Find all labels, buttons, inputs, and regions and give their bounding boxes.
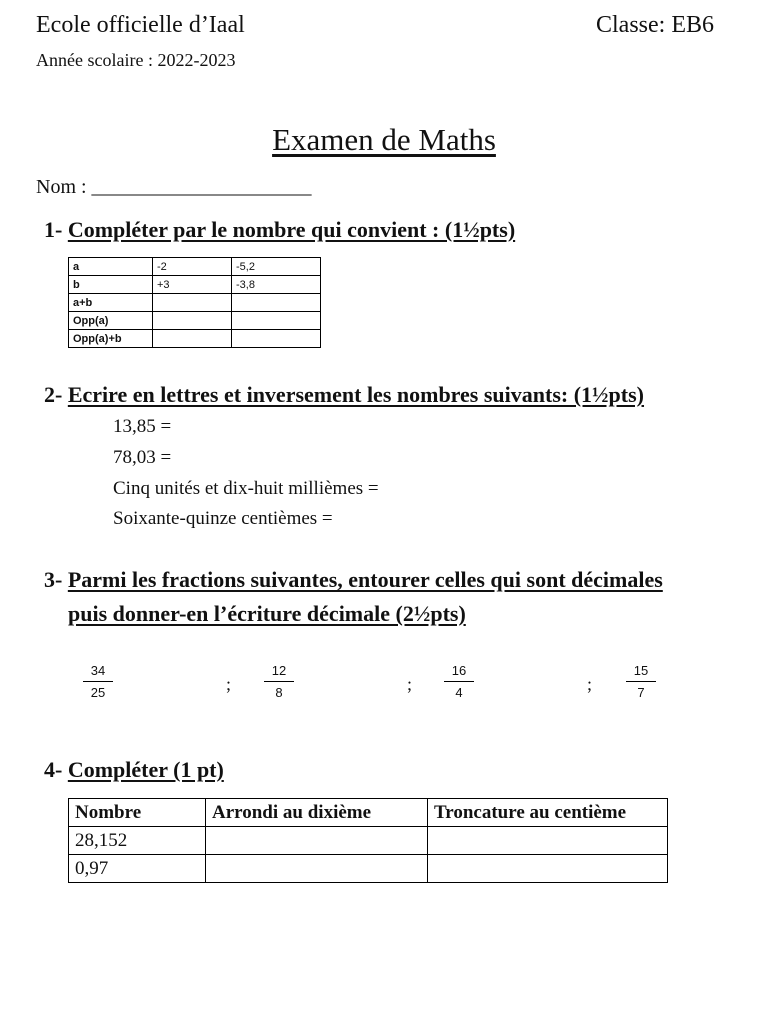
table-row (69, 827, 668, 855)
fraction-1[interactable] (83, 664, 113, 700)
table-cell: b (69, 276, 153, 294)
table-cell: a (69, 258, 153, 276)
q2-line-4: Soixante-quinze centièmes = (113, 508, 333, 529)
table-row (69, 294, 321, 312)
fraction-numerator: 34 (83, 664, 113, 682)
fraction-denominator: 25 (90, 685, 106, 700)
question-4-number: 4- (44, 757, 63, 782)
fraction-3[interactable] (444, 664, 474, 700)
question-3-number: 3- (44, 567, 63, 592)
table-header-row (69, 799, 668, 827)
answer-cell[interactable] (232, 294, 321, 312)
class-label: Classe: EB6 (596, 12, 714, 38)
fraction-denominator: 8 (275, 685, 283, 700)
answer-cell[interactable] (206, 827, 428, 855)
separator: ; (587, 674, 593, 694)
separator: ; (407, 674, 413, 694)
table-cell: 0,97 (69, 855, 206, 883)
answer-cell[interactable] (232, 330, 321, 348)
separator: ; (226, 674, 232, 694)
question-3-text-line1: Parmi les fractions suivantes, entourer celles qui sont décimales (67, 567, 663, 592)
question-4-heading (44, 757, 224, 783)
question-3-text-line2: puis donner-en l’écriture décimale (2½pts) (68, 601, 466, 626)
table-row (69, 330, 321, 348)
exam-title (0, 122, 768, 158)
column-header: Arrondi au dixième (206, 799, 428, 827)
table-cell: -3,8 (232, 276, 321, 294)
exam-title-text: Examen de Maths (272, 122, 496, 157)
table-row (69, 855, 668, 883)
fraction-4[interactable] (626, 664, 656, 700)
answer-cell[interactable] (206, 855, 428, 883)
name-field: Nom : ______________________ (36, 176, 312, 198)
fraction-2[interactable] (264, 664, 294, 700)
table-cell: Opp(a) (69, 312, 153, 330)
table-cell: 28,152 (69, 827, 206, 855)
table-cell: +3 (153, 276, 232, 294)
fraction-denominator: 4 (455, 685, 463, 700)
q2-line-1: 13,85 = (113, 416, 172, 437)
q2-line-2: 78,03 = (113, 447, 172, 468)
question-2-number: 2- (44, 382, 63, 407)
question-3-heading (44, 567, 663, 593)
table-cell: -5,2 (232, 258, 321, 276)
answer-cell[interactable] (428, 855, 668, 883)
table-cell: -2 (153, 258, 232, 276)
answer-cell[interactable] (153, 330, 232, 348)
fraction-denominator: 7 (637, 685, 645, 700)
table-cell: a+b (69, 294, 153, 312)
question-4-table (68, 798, 668, 883)
question-3-heading-line2 (68, 601, 466, 627)
table-row (69, 276, 321, 294)
question-4-text: Compléter (1 pt) (67, 757, 224, 782)
school-year: Année scolaire : 2022-2023 (36, 50, 236, 70)
table-row (69, 312, 321, 330)
answer-cell[interactable] (232, 312, 321, 330)
fraction-numerator: 15 (626, 664, 656, 682)
q2-line-3: Cinq unités et dix-huit millièmes = (113, 478, 379, 499)
question-1-text: Compléter par le nombre qui convient : (1½pts) (67, 217, 516, 242)
column-header: Nombre (69, 799, 206, 827)
answer-cell[interactable] (153, 294, 232, 312)
fraction-numerator: 12 (264, 664, 294, 682)
question-2-text: Ecrire en lettres et inversement les nombres suivants: (1½pts) (67, 382, 645, 407)
column-header: Troncature au centième (428, 799, 668, 827)
answer-cell[interactable] (153, 312, 232, 330)
question-1-table (68, 257, 321, 348)
table-row (69, 258, 321, 276)
question-2-heading (44, 382, 644, 408)
question-1-number: 1- (44, 217, 63, 242)
fraction-numerator: 16 (444, 664, 474, 682)
question-1-heading (44, 217, 515, 243)
answer-cell[interactable] (428, 827, 668, 855)
table-cell: Opp(a)+b (69, 330, 153, 348)
school-name: Ecole officielle d’Iaal (36, 12, 245, 38)
